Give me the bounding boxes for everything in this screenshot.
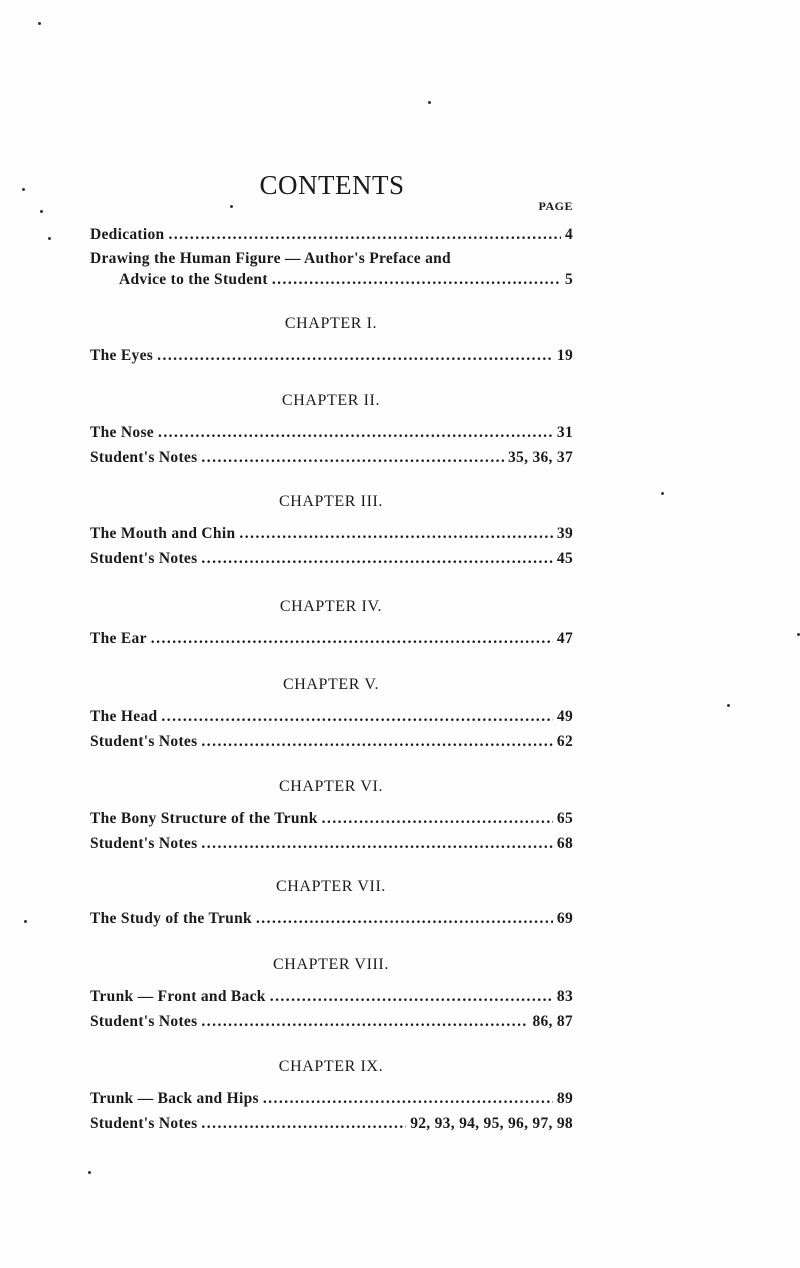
entry-title: Student's Notes xyxy=(90,733,198,750)
scan-speck xyxy=(24,920,27,923)
toc-entry xyxy=(90,250,573,268)
entry-title: The Ear xyxy=(90,630,147,647)
toc-entry xyxy=(90,449,573,467)
scan-speck xyxy=(661,492,664,495)
dot-leader xyxy=(161,708,552,726)
entry-title: The Nose xyxy=(90,424,154,441)
entry-page-number: 62 xyxy=(556,733,573,750)
entry-page-number: 5 xyxy=(564,271,573,288)
dot-leader xyxy=(201,1013,528,1031)
entry-page-number: 65 xyxy=(556,810,573,827)
dot-leader xyxy=(201,449,504,467)
toc-entry xyxy=(90,630,573,648)
scan-speck xyxy=(40,210,43,213)
toc-entry xyxy=(90,1013,573,1031)
toc-entry xyxy=(90,810,573,828)
dot-leader xyxy=(201,550,552,568)
entry-title: Student's Notes xyxy=(90,1013,198,1030)
chapter-heading: CHAPTER VI. xyxy=(278,778,384,795)
toc-entry xyxy=(90,988,573,1006)
entry-page-number: 89 xyxy=(556,1090,573,1107)
toc-entry xyxy=(90,550,573,568)
toc-entry xyxy=(90,910,573,928)
entry-page-number: 86, 87 xyxy=(532,1013,573,1030)
entry-title: The Mouth and Chin xyxy=(90,525,236,542)
entry-title: Student's Notes xyxy=(90,550,198,567)
entry-title: Drawing the Human Figure — Author's Preface and xyxy=(90,250,451,267)
entry-title: The Eyes xyxy=(90,347,154,364)
chapter-heading: CHAPTER VIII. xyxy=(273,956,389,973)
scan-speck xyxy=(22,188,25,191)
dot-leader xyxy=(272,271,561,289)
entry-page-number: 39 xyxy=(556,525,573,542)
toc-entry xyxy=(90,708,573,726)
entry-page-number: 69 xyxy=(556,910,573,927)
dot-leader xyxy=(239,525,553,543)
toc-entry xyxy=(90,424,573,442)
entry-page-number: 83 xyxy=(556,988,573,1005)
entry-title: Advice to the Student xyxy=(119,271,268,288)
dot-leader xyxy=(270,988,553,1006)
dot-leader xyxy=(256,910,553,928)
entry-page-number: 19 xyxy=(556,347,573,364)
dot-leader xyxy=(263,1090,553,1108)
toc-entry xyxy=(90,347,573,365)
entry-page-number: 92, 93, 94, 95, 96, 97, 98 xyxy=(410,1115,573,1132)
chapter-heading: CHAPTER IX. xyxy=(278,1058,384,1075)
toc-entry xyxy=(90,226,573,244)
scan-speck xyxy=(88,1171,91,1174)
dot-leader xyxy=(157,347,553,365)
scan-speck xyxy=(38,22,41,25)
scan-speck xyxy=(727,704,730,707)
chapter-heading: CHAPTER III. xyxy=(278,493,384,510)
dot-leader xyxy=(168,226,560,244)
entry-page-number: 31 xyxy=(556,424,573,441)
entry-title: Student's Notes xyxy=(90,449,198,466)
dot-leader xyxy=(201,1115,406,1133)
entry-page-number: 35, 36, 37 xyxy=(508,449,573,466)
chapter-heading: CHAPTER IV. xyxy=(279,598,383,615)
toc-entry xyxy=(90,1090,573,1108)
page-column-header: PAGE xyxy=(538,199,573,213)
entry-title: Student's Notes xyxy=(90,835,198,852)
entry-title: Dedication xyxy=(90,226,165,243)
entry-title: The Head xyxy=(90,708,158,725)
toc-entry xyxy=(90,525,573,543)
entry-page-number: 68 xyxy=(556,835,573,852)
entry-page-number: 47 xyxy=(556,630,573,647)
entry-title: The Bony Structure of the Trunk xyxy=(90,810,318,827)
dot-leader xyxy=(201,733,552,751)
toc-entry xyxy=(90,733,573,751)
scan-speck xyxy=(428,101,431,104)
entry-page-number: 45 xyxy=(556,550,573,567)
entry-title: Student's Notes xyxy=(90,1115,198,1132)
chapter-heading: CHAPTER VII. xyxy=(275,878,387,895)
scan-speck xyxy=(230,205,233,208)
chapter-heading: CHAPTER I. xyxy=(284,315,378,332)
dot-leader xyxy=(322,810,553,828)
page-title: CONTENTS xyxy=(259,170,405,200)
entry-page-number: 49 xyxy=(556,708,573,725)
entry-title: The Study of the Trunk xyxy=(90,910,252,927)
entry-title: Trunk — Front and Back xyxy=(90,988,266,1005)
dot-leader xyxy=(151,630,553,648)
toc-entry xyxy=(119,271,573,289)
dot-leader xyxy=(158,424,553,442)
entry-page-number: 4 xyxy=(564,226,573,243)
toc-entry xyxy=(90,835,573,853)
toc-entry xyxy=(90,1115,573,1133)
dot-leader xyxy=(201,835,552,853)
scan-speck xyxy=(48,237,51,240)
chapter-heading: CHAPTER V. xyxy=(282,676,380,693)
entry-title: Trunk — Back and Hips xyxy=(90,1090,259,1107)
chapter-heading: CHAPTER II. xyxy=(281,392,381,409)
